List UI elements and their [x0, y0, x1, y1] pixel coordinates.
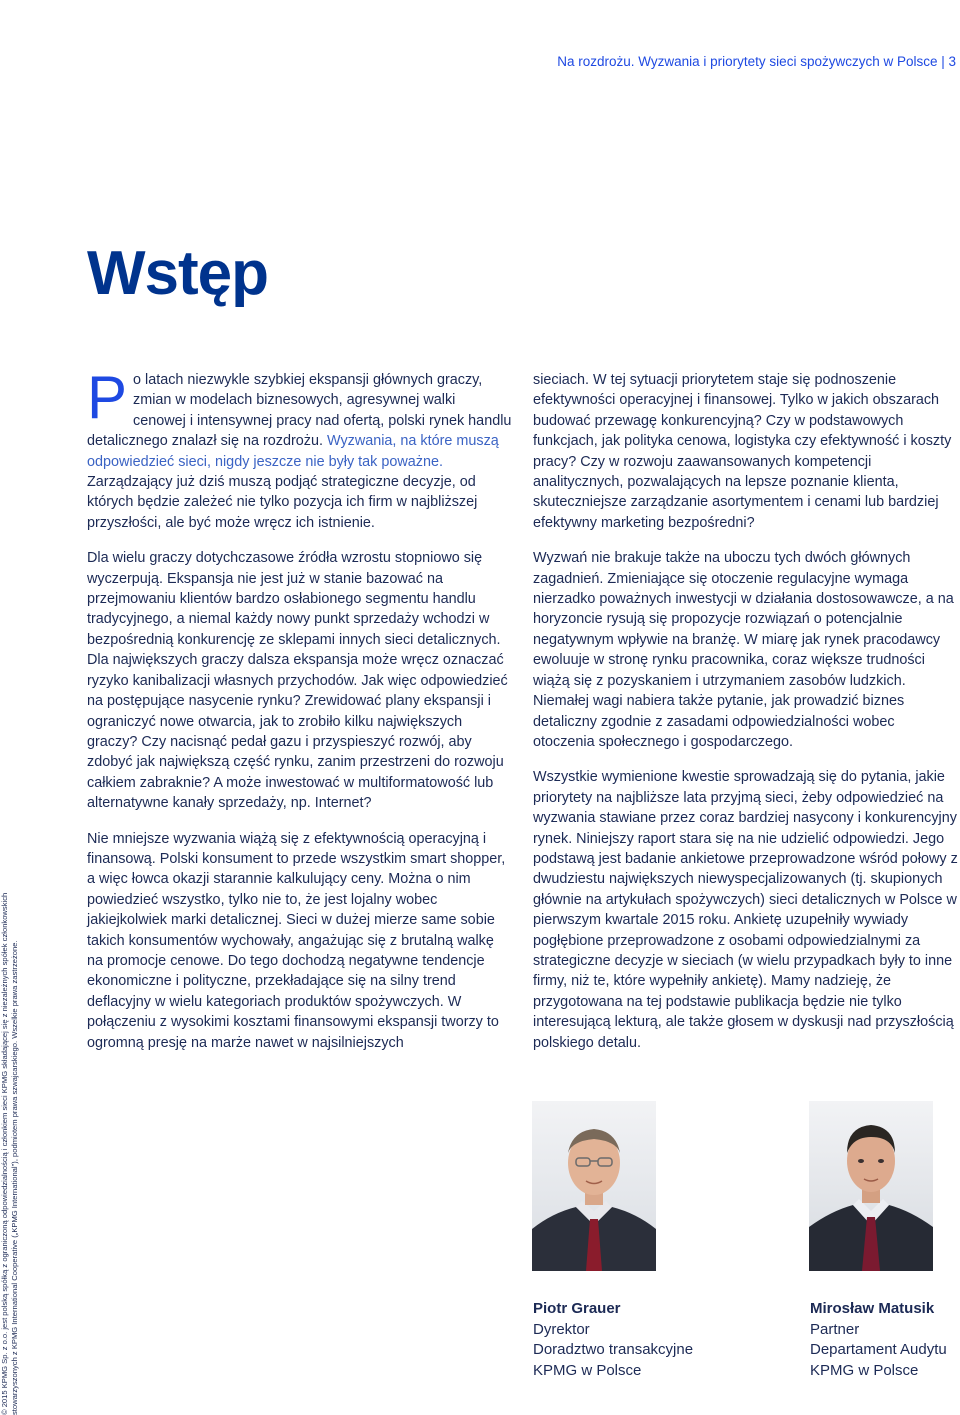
- person-name: Mirosław Matusik: [810, 1300, 935, 1317]
- portrait-photo: [532, 1101, 656, 1271]
- left-column: [87, 364, 512, 1068]
- body-paragraph: Wyzwań nie brakuje także na uboczu tych dwóch głównych zagadnień. Zmieniające się otoczenie regulacyjne wymaga nierzadko poważnych inwestycji w działania dostosowawcze, a na horyzoncie rysują się propozycje rozwiązań o potencjalnie negatywnym wpływie na branżę. W miarę jak rynek pracodawcy ewoluuje w stronę rynku pracownika, coraz większe trudności wiążą się z pozyskaniem i utrzymaniem zasobów ludzkich. Niemałej wagi nabiera także pytanie, jak prowadzić biznes detaliczny zgodnie z zasadami odpowiedzialności wobec otoczenia społecznego i gospodarczego.: [533, 550, 954, 750]
- running-header: Na rozdrożu. Wyzwania i priorytety sieci spożywczych w Polsce | 3: [557, 54, 956, 69]
- body-paragraph: Wszystkie wymienione kwestie sprowadzają się do pytania, jakie priorytety na najbliższe lata przyjmą sieci, żeby odpowiedzieć na wyzwania stawiane przez coraz bardziej nasycony i konkurencyjny rynek. Niniejszy raport stara się na nie udzielić odpowiedzi. Jego podstawą jest badanie ankietowe przeprowadzone wśród połowy z dwudziestu największych niewyspecjalizowanych (tj. skupionych głównie na artykułach spożywczych) sieci detalicznych w Polsce w pierwszym kwartale 2015 roku. Ankietę uzupełniły wywiady pogłębione przeprowadzone z osobami odpowiedzialnymi za strategiczne decyzje w sieciach (w wielu przypadkach były to inne firmy, niż te, które wypełniły ankietę). Mamy nadzieję, że przygotowana na tej podstawie publikacja będzie nie tylko interesującą lekturą, ale także głosem w dyskusji nad przyszłością polskiego detalu.: [533, 769, 958, 1051]
- person-caption: [810, 1299, 947, 1381]
- portrait-photo: [809, 1101, 933, 1271]
- legal-line: © 2015 KPMG Sp. z o.o. jest polską spółką z ograniczoną odpowiedzialnością i członkiem sieci KPMG składającej się z niezależnych spółek członkowskich: [0, 892, 9, 1415]
- dropcap-letter: P: [87, 364, 128, 431]
- right-column: [533, 370, 959, 1068]
- person-company: KPMG w Polsce: [533, 1361, 642, 1379]
- intro-text-a: o latach niezwykle szybkiej ekspansji głównych graczy, zmian w modelach biznesowych, agresywnej walki cenowej i intensywnej pracy nad ofertą, polski rynek handlu detalicznego znalazł się na rozdrożu.: [87, 372, 512, 450]
- intro-highlight: Wyzwania, na które muszą odpowiedzieć sieci, nigdy jeszcze nie były tak poważne.: [87, 433, 499, 470]
- intro-paragraph: [87, 364, 512, 533]
- body-paragraph: Dla wielu graczy dotychczasowe źródła wzrostu stopniowo się wyczerpują. Ekspansja nie jest już w stanie bazować na przejmowaniu klientów bardzo osłabionego segmentu handlu tradycyjnego, a niemal każdy nowy punkt sprzedaży wchodzi w bezpośrednią konkurencję ze sklepami innych sieci detalicznych. Dla największych graczy dalsza ekspansja może wręcz oznaczać ryzyko kanibalizacji własnych przychodów. Jak więc odpowiedzieć na postępujące nasycenie rynku? Zrewidować plany ekspansji i ograniczyć nowe otwarcia, jak to zrobiło kilku największych graczy? Czy nacisnąć pedał gazu i przyspieszyć rozwój, aby zdobyć jak największą część rynku, zanim przestrzeni do rozwoju całkiem zabraknie? A może inwestować w multiformatowość lub alternatywne kanały sprzedaży, np. Internet?: [87, 550, 508, 812]
- body-paragraph: Nie mniejsze wyzwania wiążą się z efektywnością operacyjną i finansową. Polski konsument to przede wszystkim smart shopper, a więc łowca okazji starannie kalkulujący ceny. Można o nim powiedzieć wszystko, tylko nie to, że jest lojalny wobec jakiejkolwiek marki detalicznej. Sieci w dużej mierze same sobie takich konsumentów wychowały, angażując się z brutalną walkę na promocje cenowe. Do tego dochodzą negatywne tendencje ekonomiczne i polityczne, przekładające się na silny trend deflacyjny w wielu kategoriach produktów spożywczych. W połączeniu z wysokimi kosztami finansowymi ekspansji tworzy to ogromną presję na marże nawet w najsilniejszych: [87, 830, 506, 1051]
- person-role: Dyrektor: [533, 1320, 590, 1338]
- person-company: KPMG w Polsce: [810, 1361, 919, 1379]
- portrait-illustration: [809, 1101, 933, 1271]
- page-title: Wstęp: [87, 239, 268, 308]
- person-caption: [533, 1299, 693, 1381]
- person-department: Departament Audytu: [810, 1341, 947, 1358]
- portrait-illustration: [532, 1101, 656, 1271]
- person-department: Doradztwo transakcyjne: [533, 1341, 694, 1358]
- person-name: Piotr Grauer: [533, 1300, 621, 1317]
- legal-line: stowarzyszonych z KPMG International Cooperative („KPMG International"), podmiotem prawa szwajcarskiego. Wszelkie prawa zastrzeżone.: [10, 940, 19, 1415]
- person-role: Partner: [810, 1320, 860, 1338]
- legal-sidebar: [0, 875, 40, 1415]
- intro-text-c: Zarządzający już dziś muszą podjąć strategiczne decyzje, od których będzie zależeć nie tylko pozycja ich firm w najbliższej przyszłości, ale być może wręcz ich istnienie.: [87, 474, 478, 531]
- body-paragraph: sieciach. W tej sytuacji priorytetem staje się podnoszenie efektywności operacyjnej i finansowej. Tylko w jakich obszarach budować przewagę konkurencyjną? Czy w podstawowych funkcjach, jak polityka cenowa, logistyka czy efektywność i koszty pracy? Czy w rozwoju zaawansowanych kompetencji analitycznych, pozwalających na lepsze poznanie klienta, skuteczniejsze zarządzanie asortymentem i cenami lub bardziej efektywny marketing bezpośredni?: [533, 372, 952, 531]
